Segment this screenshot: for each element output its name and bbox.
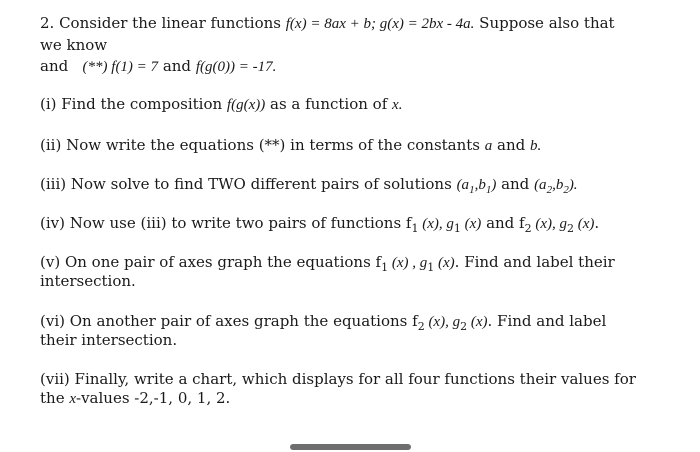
- pair2-sub-a: 2: [546, 184, 553, 196]
- question-vi-text: (vi) On another pair of axes graph the equations f: [40, 312, 418, 330]
- intro-text: 2. Consider the linear functions: [40, 14, 286, 32]
- q5-f-expr: (x) , g: [388, 255, 428, 271]
- q5-f-sub: 1: [381, 261, 389, 274]
- pair1-sub-a: 1: [469, 184, 475, 196]
- question-iv-and: and f: [481, 214, 525, 232]
- q6-f-expr: (x), g: [424, 314, 461, 330]
- f2-sub: 2: [524, 222, 532, 235]
- question-iv-end: .: [594, 214, 600, 232]
- question-iv-text: (iv) Now use (iii) to write two pairs of functions f: [40, 214, 412, 232]
- q6-g-sub: 2: [460, 320, 468, 333]
- variable-x-vii: x: [69, 391, 77, 407]
- intro-text-tail: Suppose also that: [474, 14, 615, 32]
- variable-x: x.: [392, 97, 403, 113]
- pair1-close: ): [491, 177, 497, 193]
- question-iii-text: (iii) Now solve to find TWO different pairs of solutions: [40, 175, 457, 193]
- constant-b: b.: [530, 138, 542, 154]
- question-i: [40, 95, 402, 115]
- g2-expr: (x): [574, 216, 595, 232]
- question-vii: (vii) Finally, write a chart, which displays for all four functions their values for: [40, 370, 636, 388]
- question-ii: [40, 136, 541, 156]
- q6-g-expr: (x): [467, 314, 488, 330]
- f1-expr: (x), g: [418, 216, 454, 232]
- pair2-sub-b: 2: [563, 184, 569, 196]
- pair2-mid: ,b: [552, 177, 564, 193]
- solution-pair-2: [534, 177, 578, 196]
- constant-a: a: [484, 138, 493, 154]
- q6-f-sub: 2: [417, 320, 425, 333]
- conditions-and: and: [158, 57, 196, 75]
- pair1-open: (a: [456, 177, 470, 193]
- q5-g-expr: (x): [434, 255, 455, 271]
- condition-fg0: f(g(0)) = -17.: [195, 59, 277, 75]
- question-v-cont: intersection.: [40, 272, 136, 290]
- question-vii-cont: [40, 389, 230, 409]
- f1-sub: 1: [411, 222, 419, 235]
- question-i-text-tail: as a function of: [265, 95, 393, 113]
- problem-intro-line: [40, 14, 615, 34]
- q5-g-sub: 1: [427, 261, 435, 274]
- g2-sub: 2: [567, 222, 574, 235]
- question-ii-and: and: [492, 136, 531, 154]
- composition-expr: f(g(x)): [226, 97, 266, 113]
- solution-pair-1: [456, 177, 497, 196]
- g1-sub: 1: [453, 222, 461, 235]
- home-indicator-bar[interactable]: [290, 444, 411, 450]
- pair2-open: (a: [534, 177, 547, 193]
- question-v-text: (v) On one pair of axes graph the equations f: [40, 253, 382, 271]
- pair2-close: ).: [568, 177, 578, 193]
- given-conditions-line: [40, 57, 276, 77]
- question-vi-cont: their intersection.: [40, 331, 178, 349]
- question-v-text-tail: . Find and label their: [454, 253, 615, 271]
- question-iii-and: and: [496, 175, 535, 193]
- question-ii-text: (ii) Now write the equations (**) in terms of the constants: [40, 136, 485, 154]
- question-vi-text-tail: . Find and label: [487, 312, 607, 330]
- f2-expr: (x), g: [531, 216, 567, 232]
- g1-expr: (x): [460, 216, 482, 232]
- question-vii-text: the: [40, 389, 70, 407]
- x-values-list: -values -2,-1, 0, 1, 2.: [76, 389, 231, 407]
- pair1-mid: ,b: [474, 177, 486, 193]
- question-i-text: (i) Find the composition: [40, 95, 227, 113]
- function-definitions: f(x) = 8ax + b; g(x) = 2bx - 4a.: [285, 16, 475, 32]
- question-iv: [40, 214, 599, 238]
- conditions-prefix: and: [40, 57, 69, 75]
- question-iii: [40, 175, 578, 200]
- condition-f1: (**) f(1) = 7: [82, 59, 159, 75]
- problem-intro-line-2: we know: [40, 36, 108, 54]
- pair1-sub-b: 1: [485, 184, 492, 196]
